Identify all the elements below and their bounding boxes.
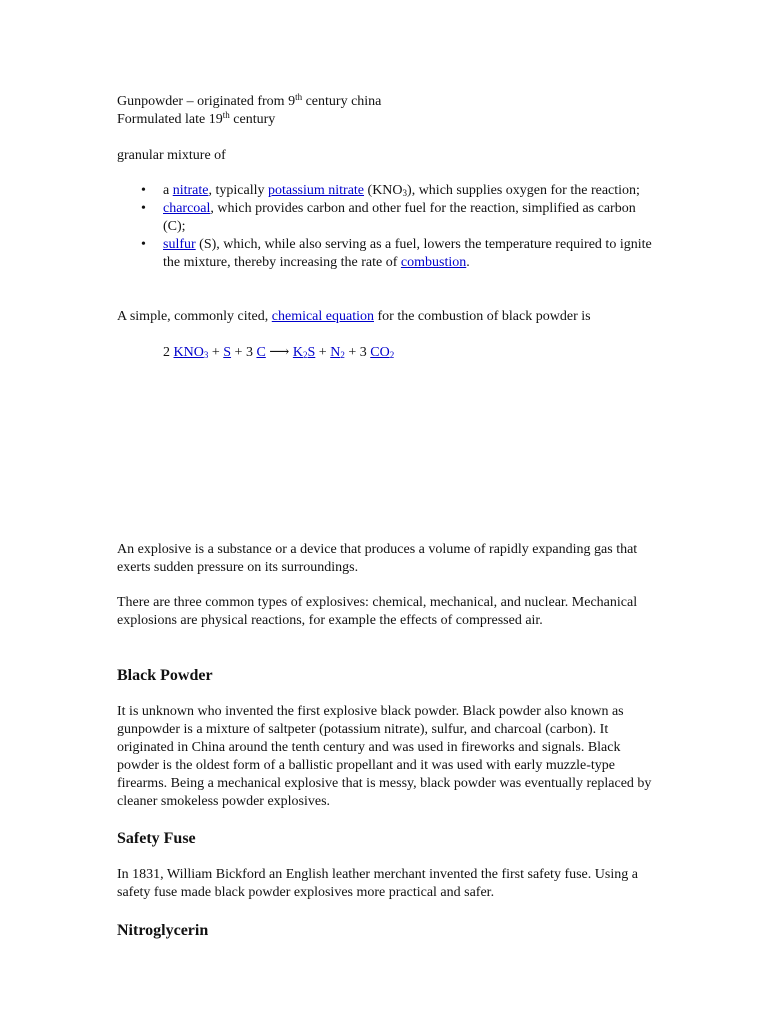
header-line-formulated (117, 111, 657, 129)
formula-text: K (292, 345, 303, 360)
subscript: 2 (340, 350, 345, 360)
link-n2[interactable] (330, 345, 345, 360)
header-text: Formulated late 19 (117, 112, 223, 127)
list-item-nitrate (163, 182, 657, 200)
link-sulfur-symbol[interactable]: S (223, 345, 232, 360)
equation-text: + 3 (344, 345, 371, 360)
link-kno3[interactable] (174, 345, 209, 360)
header-text: century (229, 112, 276, 127)
header-text: century china (302, 94, 382, 109)
formula-text: KNO (173, 345, 204, 360)
subscript: 3 (402, 188, 408, 198)
subscript: 2 (389, 350, 395, 360)
subscript: 2 (303, 350, 308, 360)
list-text: a (163, 183, 173, 198)
paragraph-black-powder: It is unknown who invented the first explosive black powder. Black powder also known as gunpowder is a mixture of saltpeter (potassium nitrate), sulfur, and charcoal (carbon). It originated in China around the tenth century and was used in fireworks and signals. Black powder is the oldest form of a ballistic propellant and it was used with early muzzle-type firearms. Being a mechanical explosive that is messy, black powder was eventually replaced by cleaner smokeless powder explosives. (117, 704, 652, 809)
equation-intro (117, 308, 657, 326)
link-charcoal[interactable]: charcoal (163, 201, 211, 216)
superscript: th (295, 92, 303, 102)
link-combustion[interactable]: combustion (400, 255, 467, 270)
equation-text: + 3 (231, 345, 257, 360)
paragraph-safety-fuse: In 1831, William Bickford an English leather merchant invented the first safety fuse. Using a safety fuse made black powder explosives more practical and safer. (117, 867, 638, 900)
equation-text: 2 (163, 345, 174, 360)
arrow: ⟶ (265, 345, 293, 360)
heading-safety-fuse: Safety Fuse (117, 830, 196, 847)
body-text: for the combustion of black powder is (374, 309, 591, 324)
link-potassium-nitrate[interactable]: potassium nitrate (267, 183, 365, 198)
list-text: (KNO (364, 183, 403, 198)
chemical-equation (163, 344, 394, 362)
body-text: A simple, commonly cited, (117, 309, 272, 324)
formula-text: S (307, 345, 316, 360)
formula-text: N (330, 345, 341, 360)
equation-text: + (315, 345, 331, 360)
list-text: , typically (208, 183, 268, 198)
list-text: , which provides carbon and other fuel for the reaction, simplified as carbon (C); (163, 201, 636, 234)
link-nitrate[interactable]: nitrate (172, 183, 209, 198)
header-text: Gunpowder – originated from 9 (117, 94, 296, 109)
header-line-origin (117, 93, 657, 111)
superscript: th (222, 110, 230, 120)
link-k2s[interactable] (293, 345, 315, 360)
heading-nitroglycerin: Nitroglycerin (117, 922, 209, 939)
list-text: (S), which, while also serving as a fuel, lowers the temperature required to ignite the mixture, thereby increasing the rate of (163, 237, 652, 270)
paragraph-explosive-definition: An explosive is a substance or a device that produces a volume of rapidly expanding gas that exerts sudden pressure on its surroundings. (117, 542, 638, 575)
heading-black-powder: Black Powder (117, 667, 213, 684)
equation-text: + (208, 345, 224, 360)
list-item-sulfur (163, 236, 657, 272)
link-chemical-equation[interactable]: chemical equation (271, 309, 374, 324)
subscript: 3 (203, 350, 209, 360)
paragraph-explosive-types: There are three common types of explosives: chemical, mechanical, and nuclear. Mechanical explosions are physical reactions, for example the effects of compressed air. (117, 595, 638, 628)
intro-text: granular mixture of (117, 148, 226, 163)
list-text: ), which supplies oxygen for the reaction; (407, 183, 640, 198)
link-sulfur[interactable]: sulfur (163, 237, 196, 252)
formula-text: CO (370, 345, 390, 360)
list-text: . (466, 255, 470, 270)
list-item-charcoal (163, 200, 657, 236)
link-co2[interactable] (370, 345, 394, 360)
ingredient-list (117, 182, 657, 272)
link-carbon-symbol[interactable]: C (256, 345, 266, 360)
